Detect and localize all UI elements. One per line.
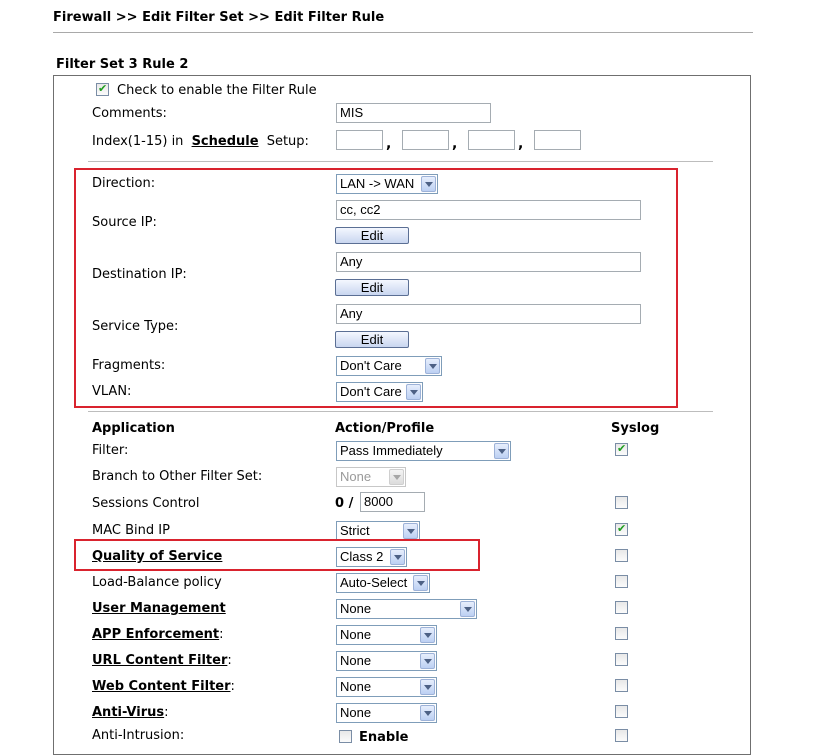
chevron-down-icon (406, 384, 421, 400)
chevron-down-icon (420, 705, 435, 721)
sessions-limit-input[interactable]: 8000 (360, 492, 425, 512)
url-filter-select[interactable] (336, 651, 437, 671)
header-divider (53, 32, 753, 33)
action-profile-header: Action/Profile (335, 421, 435, 436)
enable-rule-checkbox[interactable] (96, 83, 109, 96)
filter-label: Filter: (92, 443, 129, 458)
service-type-label: Service Type: (92, 319, 179, 334)
enable-rule-label: Check to enable the Filter Rule (117, 83, 317, 98)
app-enforcement-row-label (92, 627, 224, 642)
anti-virus-syslog-checkbox[interactable] (615, 705, 628, 718)
schedule-index-4[interactable] (534, 130, 581, 150)
vlan-value: Don't Care (340, 384, 402, 399)
fragments-select[interactable] (336, 356, 442, 376)
branch-select[interactable] (336, 467, 406, 487)
schedule-separator: , (518, 136, 524, 152)
chevron-down-icon (425, 358, 440, 374)
direction-label: Direction: (92, 176, 156, 191)
vlan-select[interactable] (336, 382, 423, 402)
destination-ip-field[interactable]: Any (336, 252, 641, 272)
qos-syslog-checkbox[interactable] (615, 549, 628, 562)
sessions-syslog-checkbox[interactable] (615, 496, 628, 509)
web-content-filter-link[interactable]: Web Content Filter (92, 679, 231, 694)
url-filter-row-label (92, 653, 232, 668)
user-management-value: None (340, 601, 372, 616)
filter-value: Pass Immediately (340, 443, 443, 458)
branch-value: None (340, 469, 372, 484)
chevron-down-icon (420, 679, 435, 695)
mac-bind-select[interactable] (336, 521, 420, 541)
anti-intrusion-label: Anti-Intrusion: (92, 728, 185, 743)
branch-label: Branch to Other Filter Set: (92, 469, 263, 484)
schedule-row (92, 134, 309, 149)
app-enforcement-value: None (340, 627, 372, 642)
web-filter-value: None (340, 679, 372, 694)
url-filter-syslog-checkbox[interactable] (615, 653, 628, 666)
breadcrumb: Firewall >> Edit Filter Set >> Edit Filter Rule (53, 10, 385, 25)
source-ip-field[interactable]: cc, cc2 (336, 200, 641, 220)
source-ip-edit-button[interactable]: Edit (335, 227, 409, 244)
user-management-syslog-checkbox[interactable] (615, 601, 628, 614)
section-divider (88, 411, 713, 412)
fragments-label: Fragments: (92, 358, 166, 373)
schedule-separator: , (452, 136, 458, 152)
comments-label: Comments: (92, 106, 167, 121)
load-balance-value: Auto-Select (340, 575, 408, 590)
anti-intrusion-enable-label: Enable (359, 730, 409, 745)
chevron-down-icon (403, 523, 418, 539)
anti-virus-value: None (340, 705, 372, 720)
schedule-index-1[interactable] (336, 130, 383, 150)
schedule-separator: , (386, 136, 392, 152)
syslog-header: Syslog (611, 421, 660, 436)
schedule-suffix: Setup: (266, 134, 309, 149)
qos-link[interactable]: Quality of Service (92, 549, 223, 564)
url-content-filter-link[interactable]: URL Content Filter (92, 653, 228, 668)
chevron-down-icon (413, 575, 428, 591)
schedule-index-2[interactable] (402, 130, 449, 150)
comments-input[interactable]: MIS (336, 103, 491, 123)
anti-virus-row-label (92, 705, 169, 720)
web-filter-syslog-checkbox[interactable] (615, 679, 628, 692)
web-filter-colon: : (230, 679, 235, 694)
anti-virus-link[interactable]: Anti-Virus (92, 705, 165, 720)
web-filter-row-label (92, 679, 235, 694)
url-filter-value: None (340, 653, 372, 668)
destination-ip-edit-button[interactable]: Edit (335, 279, 409, 296)
schedule-prefix: Index(1-15) in (92, 134, 184, 149)
service-type-edit-button[interactable]: Edit (335, 331, 409, 348)
anti-intrusion-syslog-checkbox[interactable] (615, 729, 628, 742)
anti-intrusion-enable-checkbox[interactable] (339, 730, 352, 743)
qos-value: Class 2 (340, 549, 384, 564)
app-enforcement-link[interactable]: APP Enforcement (92, 627, 220, 642)
anti-virus-colon: : (164, 705, 169, 720)
filter-select[interactable] (336, 441, 511, 461)
destination-ip-label: Destination IP: (92, 267, 187, 282)
vlan-label: VLAN: (92, 384, 132, 399)
user-management-link[interactable]: User Management (92, 601, 226, 616)
chevron-down-icon (421, 176, 436, 192)
mac-bind-value: Strict (340, 523, 370, 538)
user-management-select[interactable] (336, 599, 477, 619)
chevron-down-icon (389, 469, 404, 485)
fragments-value: Don't Care (340, 358, 402, 373)
app-enforcement-syslog-checkbox[interactable] (615, 627, 628, 640)
schedule-link[interactable]: Schedule (191, 134, 259, 149)
load-balance-label: Load-Balance policy (92, 575, 222, 590)
qos-select[interactable] (336, 547, 407, 567)
section-divider (88, 161, 713, 162)
url-filter-colon: : (227, 653, 232, 668)
schedule-index-3[interactable] (468, 130, 515, 150)
sessions-current: 0 / (335, 496, 354, 511)
app-enforcement-select[interactable] (336, 625, 437, 645)
chevron-down-icon (460, 601, 475, 617)
direction-value: LAN -> WAN (340, 176, 415, 191)
chevron-down-icon (390, 549, 405, 565)
web-filter-select[interactable] (336, 677, 437, 697)
page-title: Filter Set 3 Rule 2 (56, 57, 189, 72)
filter-syslog-checkbox[interactable] (615, 443, 628, 456)
load-balance-select[interactable] (336, 573, 430, 593)
application-header: Application (92, 421, 175, 436)
service-type-field[interactable]: Any (336, 304, 641, 324)
anti-virus-select[interactable] (336, 703, 437, 723)
chevron-down-icon (494, 443, 509, 459)
load-balance-syslog-checkbox[interactable] (615, 575, 628, 588)
chevron-down-icon (420, 653, 435, 669)
sessions-control-label: Sessions Control (92, 496, 200, 511)
mac-bind-syslog-checkbox[interactable] (615, 523, 628, 536)
chevron-down-icon (420, 627, 435, 643)
mac-bind-label: MAC Bind IP (92, 523, 170, 538)
source-ip-label: Source IP: (92, 215, 157, 230)
direction-select[interactable] (336, 174, 438, 194)
app-enforcement-colon: : (219, 627, 224, 642)
